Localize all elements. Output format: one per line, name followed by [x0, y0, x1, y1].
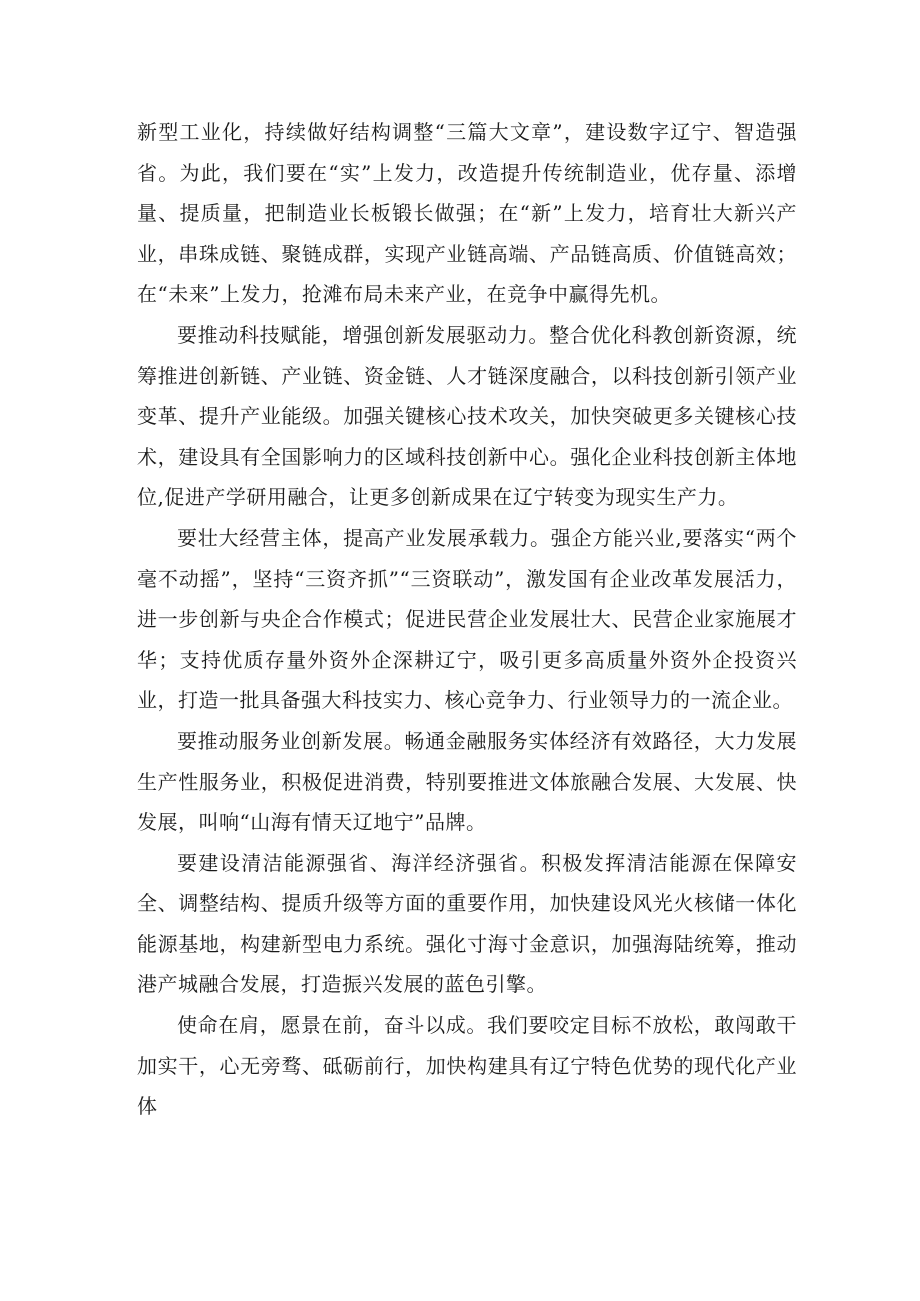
paragraph-2: 要推动科技赋能，增强创新发展驱动力。整合优化科教创新资源，统筹推进创新链、产业链、资金链、人才链深度融合，以科技创新引领产业变革、提升产业能级。加强关键核心技术攻关，加快突破更多关键核心技术，建设具有全国影响力的区域科技创新中心。强化企业科技创新主体地位,促进产学研用融合，让更多创新成果在辽宁转变为现实生产力。: [137, 322, 797, 510]
paragraph-6: 使命在肩，愿景在前，奋斗以成。我们要咬定目标不放松，敢闯敢干加实干，心无旁骛、砥砺前行，加快构建具有辽宁特色优势的现代化产业体: [137, 1013, 797, 1119]
paragraph-3: 要壮大经营主体，提高产业发展承载力。强企方能兴业,要落实“两个毫不动摇”，坚持“三资齐抓”“三资联动”，激发国有企业改革发展活力，进一步创新与央企合作模式；促进民营企业发展壮大、民营企业家施展才华；支持优质存量外资外企深耕辽宁，吸引更多高质量外资外企投资兴业，打造一批具备强大科技实力、核心竞争力、行业领导力的一流企业。: [137, 525, 797, 713]
paragraph-4: 要推动服务业创新发展。畅通金融服务实体经济有效路径，大力发展生产性服务业，积极促进消费，特别要推进文体旅融合发展、大发展、快发展，叫响“山海有情天辽地宁”品牌。: [137, 728, 797, 835]
paragraph-5: 要建设清洁能源强省、海洋经济强省。积极发挥清洁能源在保障安全、调整结构、提质升级等方面的重要作用，加快建设风光火核储一体化能源基地，构建新型电力系统。强化寸海寸金意识，加强海陆统筹，推动港产城融合发展，打造振兴发展的蓝色引擎。: [137, 850, 797, 997]
paragraph-1: 新型工业化，持续做好结构调整“三篇大文章”，建设数字辽宁、智造强省。为此，我们要在“实”上发力，改造提升传统制造业，优存量、添增量、提质量，把制造业长板锻长做强；在“新”上发力，培育壮大新兴产业，串珠成链、聚链成群，实现产业链高端、产品链高质、价值链高效；在“未来”上发力，抢滩布局未来产业，在竞争中赢得先机。: [137, 120, 797, 307]
document-body: [137, 112, 797, 1127]
